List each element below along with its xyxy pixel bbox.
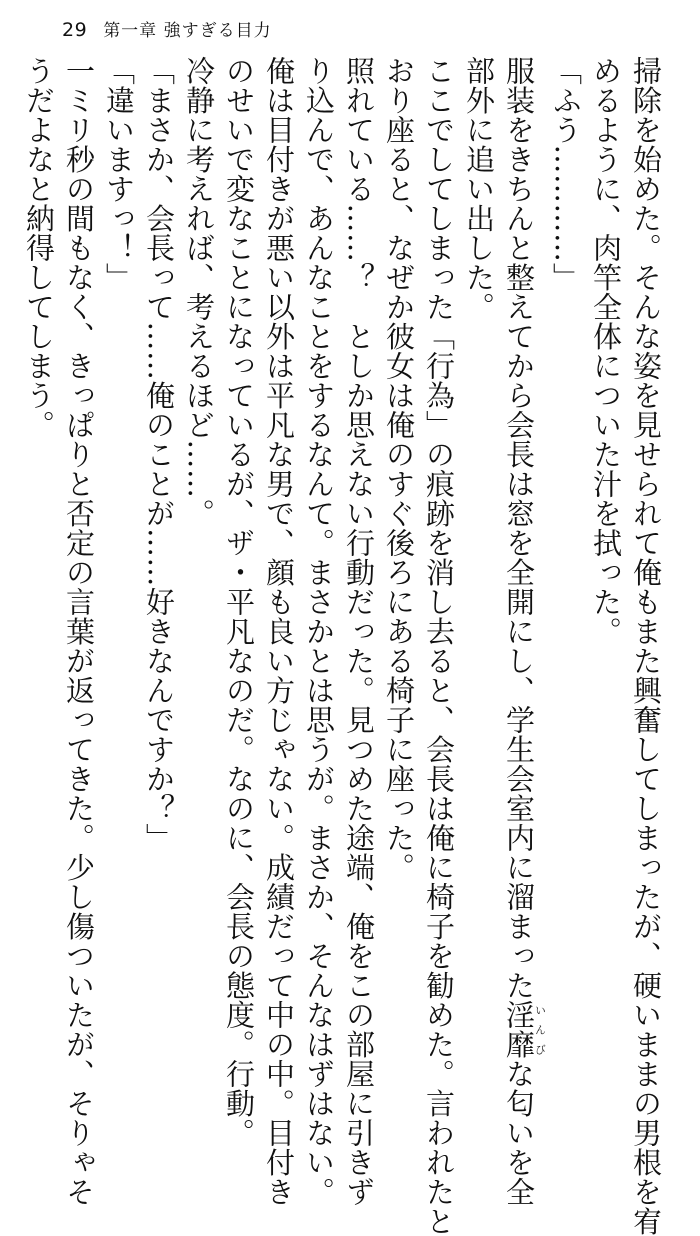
text-line-4-main: 服装をきちんと整えてから会長は窓を全開にし、学生会室内に溜まった	[502, 56, 536, 1000]
text-line-8: 照れている……？ としか思えない行動だった。見つめた途端、俺をこの部屋に引きず	[342, 56, 376, 1207]
text-line-5: 部外に追い出した。	[462, 56, 496, 322]
body-text	[22, 56, 666, 1236]
text-line-9: り込んで、あんなことをするなんて。まさかとは思うが。まさか、そんなはずはない。	[302, 56, 336, 1207]
text-line-4	[499, 56, 547, 1207]
text-line-10: 俺は目付きが悪い以外は平凡な男で、顔も良い方じゃない。成績だって中の中。目付き	[262, 56, 296, 1207]
text-line-11: のせいで変なことになっているが、ザ・平凡なのだ。なのに、会長の態度。行動。	[222, 56, 256, 1148]
text-line-3: 「ふう…………」	[549, 56, 583, 292]
chapter-title: 第一章 強すぎる目力	[103, 21, 272, 41]
text-line-12: 冷静に考えれば、考えるほど……。	[182, 56, 216, 528]
text-line-7: おり座ると、なぜか彼女は俺のすぐ後ろにある椅子に座った。	[382, 56, 416, 882]
page-header	[62, 16, 272, 46]
text-line-15: 一ミリ秒の間もなく、きっぱりと否定の言葉が返ってきた。少し傷ついたが、そりゃそ	[62, 56, 96, 1207]
text-line-6: ここでしてしまった「行為」の痕跡を消し去ると、会長は俺に椅子を勧めた。言われたと	[422, 56, 456, 1236]
text-line-4-tail: な匂いを全	[502, 1059, 536, 1207]
text-line-13: 「まさか、会長って……俺のことが……好きなんですか？」	[142, 56, 176, 853]
text-line-16: うだよなと納得してしまう。	[22, 56, 56, 440]
text-line-14: 「違いますっ！」	[102, 56, 136, 292]
ruby-reading: いんび	[533, 1000, 547, 1059]
ruby-base: 淫靡	[502, 1000, 536, 1059]
text-line-1: 掃除を始めた。そんな姿を見せられて俺もまた興奮してしまったが、硬いままの男根を宥	[629, 56, 663, 1236]
ruby-word	[502, 1000, 547, 1059]
page-number: 29	[62, 19, 88, 41]
text-line-2: めるように、肉竿全体についた汁を拭った。	[589, 56, 623, 646]
